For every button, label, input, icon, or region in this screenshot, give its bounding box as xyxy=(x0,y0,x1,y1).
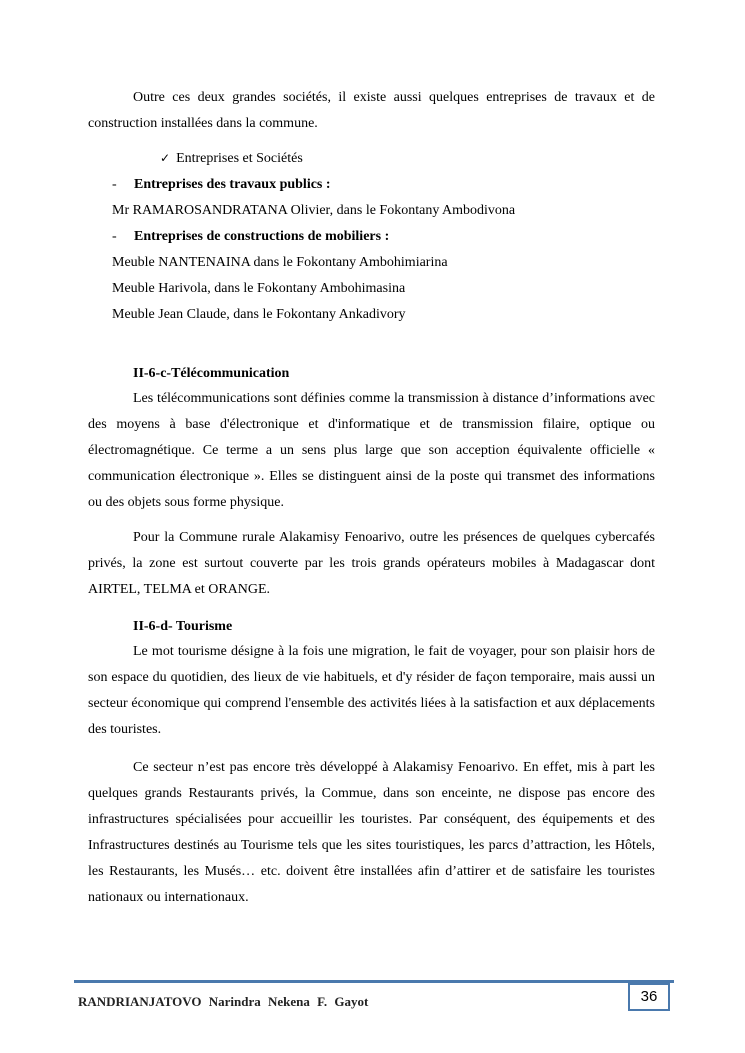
list-item: Meuble Harivola, dans le Fokontany Ambohimasina xyxy=(112,281,406,296)
public-works-heading xyxy=(112,175,331,195)
furniture-heading xyxy=(112,227,389,247)
list-item: Meuble NANTENAINA dans le Fokontany Ambohimiarina xyxy=(112,255,448,270)
telecom-p2-text: Pour la Commune rurale Alakamisy Fenoarivo, outre les présences de quelques cybercafés privés, la zone est surtout couverte par les trois grands opérateurs mobiles à Madagascar dont AIRTEL, TELMA et ORANGE. xyxy=(88,530,655,597)
intro-text: Outre ces deux grandes sociétés, il existe aussi quelques entreprises de travaux et de construction installées dans la commune. xyxy=(88,90,655,131)
list-item: Meuble Jean Claude, dans le Fokontany Ankadivory xyxy=(112,307,406,322)
check-item xyxy=(160,148,303,169)
check-item-label: Entreprises et Sociétés xyxy=(176,151,303,166)
footer-author: RANDRIANJATOVO Narindra Nekena F. Gayot xyxy=(78,994,369,1009)
furniture-title: Entreprises de constructions de mobiliers : xyxy=(134,229,390,244)
tourism-p1-text: Le mot tourisme désigne à la fois une migration, le fait de voyager, pour son plaisir hors de son espace du quotidien, des lieux de vie habituels, et d'y résider de façon temporaire, mais aussi un secteur économique qui comprend l'ensemble des activités liées à la satisfaction et aux déplacements des touristes. xyxy=(88,644,655,737)
telecom-p1-text: Les télécommunications sont définies comme la transmission à distance d’informations avec des moyens à base d'électronique et d'informatique et de transmission filaire, optique ou électromagnétique. Ce terme a un sens plus large que son acception équivalente officielle « communication électronique ». Elles se distinguent ainsi de la poste qui transmet des informations ou des objets sous forme physique. xyxy=(88,391,655,510)
tourism-heading: II-6-d- Tourisme xyxy=(133,619,233,634)
tourism-paragraph-1 xyxy=(88,639,655,743)
list-item: Mr RAMAROSANDRATANA Olivier, dans le Fokontany Ambodivona xyxy=(112,203,516,218)
telecom-paragraph-1 xyxy=(88,386,655,516)
tourism-p2-text: Ce secteur n’est pas encore très développé à Alakamisy Fenoarivo. En effet, mis à part les quelques grands Restaurants privés, la Commue, dans son enceinte, ne dispose pas encore des infrastructures spécialisées pour accueillir les touristes. Par conséquent, des équipements et des Infrastructures destinés au Tourisme tels que les sites touristiques, les parcs d’attraction, les Hôtels, les Restaurants, les Musés… etc. doivent être installées afin d’attirer et de satisfaire les touristes nationaux ou internationaux. xyxy=(88,760,655,905)
footer-rule xyxy=(74,980,674,983)
page-number: 36 xyxy=(628,983,670,1011)
intro-paragraph xyxy=(88,85,655,137)
checkmark-icon: ✓ xyxy=(160,151,171,165)
telecom-paragraph-2 xyxy=(88,525,655,603)
list-dash: - xyxy=(112,177,117,192)
list-dash: - xyxy=(112,229,117,244)
telecom-heading: II-6-c-Télécommunication xyxy=(133,366,290,381)
public-works-title: Entreprises des travaux publics : xyxy=(134,177,331,192)
tourism-paragraph-2 xyxy=(88,755,655,911)
